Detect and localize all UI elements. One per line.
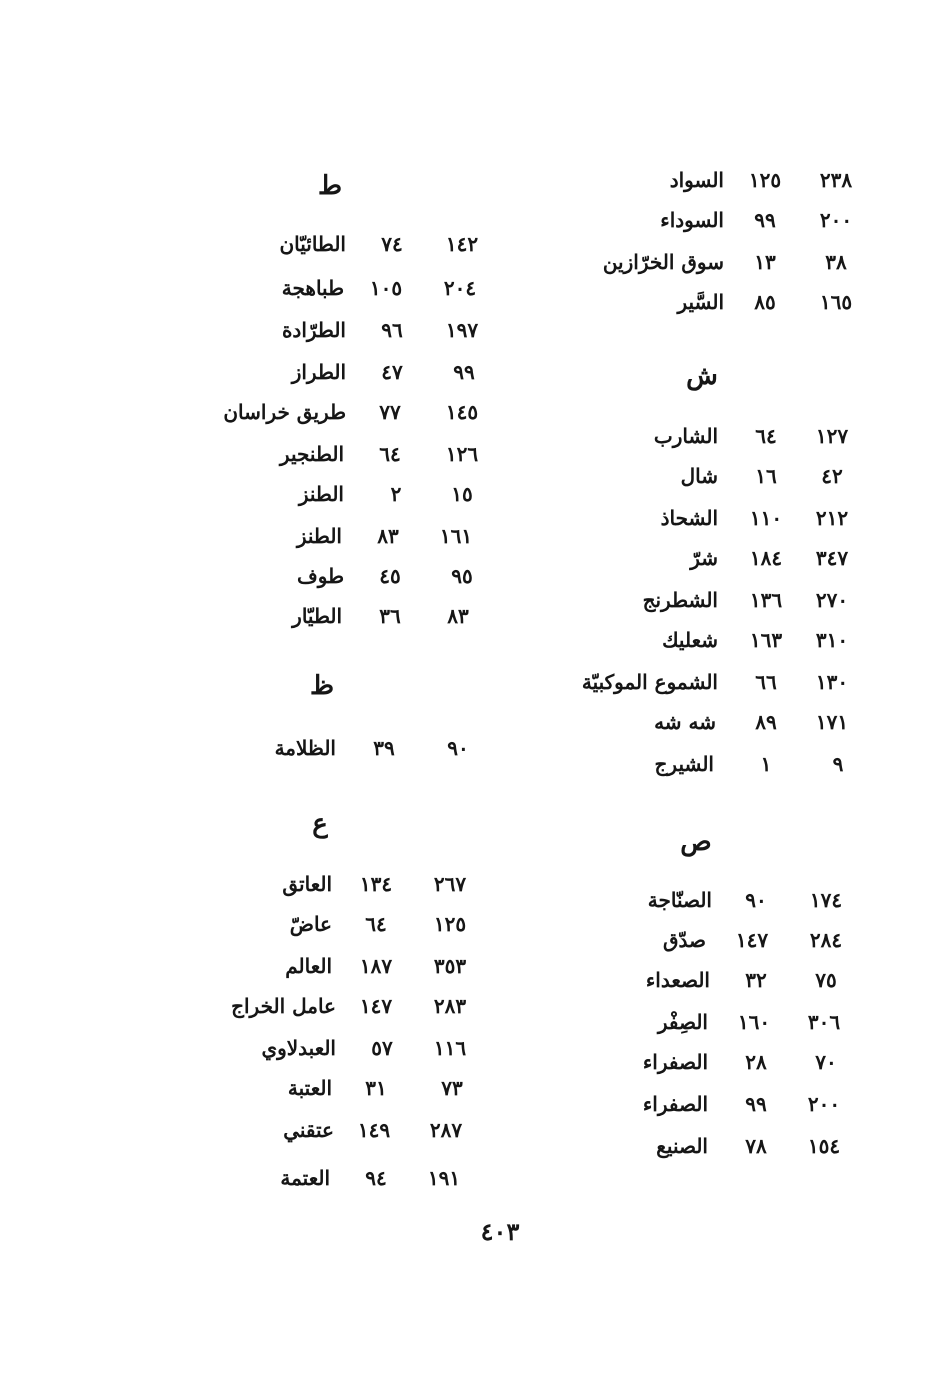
entry-term: الطنز bbox=[298, 482, 344, 506]
entry-ref-2: ٣١٠ bbox=[815, 628, 849, 652]
index-entry bbox=[200, 906, 500, 942]
entry-ref-1: ٥٧ bbox=[371, 1036, 393, 1060]
entry-term: الطيّار bbox=[292, 604, 342, 628]
entry-ref-1: ١١٠ bbox=[749, 506, 783, 530]
entry-term: السواد bbox=[669, 168, 724, 192]
entry-ref-2: ٤٢ bbox=[821, 464, 843, 488]
entry-ref-1: ٦٤ bbox=[365, 912, 387, 936]
index-entry bbox=[200, 558, 500, 594]
entry-ref-1: ٣٩ bbox=[373, 736, 395, 760]
entry-term: الشموع الموكبيّة bbox=[581, 670, 718, 694]
entry-term: السَّير bbox=[677, 290, 724, 314]
entry-ref-1: ٣١ bbox=[365, 1076, 387, 1100]
entry-term: الشطرنج bbox=[642, 588, 718, 612]
entry-ref-2: ١٣٠ bbox=[815, 670, 849, 694]
index-entry bbox=[200, 1070, 500, 1106]
entry-term: العالم bbox=[285, 954, 332, 978]
index-entry bbox=[560, 664, 880, 700]
entry-ref-1: ٧٤ bbox=[381, 232, 403, 256]
section-heading-sad: ص bbox=[680, 827, 712, 857]
section-heading-sheen: ش bbox=[686, 361, 718, 391]
entry-ref-2: ٢٧٠ bbox=[815, 588, 849, 612]
entry-ref-2: ٩٠ bbox=[447, 736, 469, 760]
entry-ref-1: ٧٧ bbox=[379, 400, 401, 424]
entry-term: الطائيّان bbox=[279, 232, 346, 256]
entry-ref-1: ١ bbox=[760, 752, 772, 776]
entry-term: العتمة bbox=[280, 1166, 330, 1190]
entry-ref-2: ٢٨٤ bbox=[809, 928, 843, 952]
entry-ref-1: ١٣٦ bbox=[749, 588, 783, 612]
entry-term: الطنجير bbox=[279, 442, 344, 466]
index-entry bbox=[560, 962, 880, 998]
entry-term: الصنيع bbox=[656, 1134, 708, 1158]
entry-ref-1: ١٢٥ bbox=[748, 168, 782, 192]
entry-term: الشارب bbox=[653, 424, 718, 448]
entry-ref-1: ١٦٣ bbox=[749, 628, 783, 652]
entry-ref-2: ٣٥٣ bbox=[433, 954, 467, 978]
index-entry bbox=[560, 162, 880, 198]
entry-ref-2: ١١٦ bbox=[433, 1036, 467, 1060]
index-entry bbox=[560, 1086, 880, 1122]
entry-ref-2: ٧٥ bbox=[815, 968, 837, 992]
entry-ref-2: ١٥٤ bbox=[807, 1134, 841, 1158]
entry-term: العبدلاوي bbox=[261, 1036, 336, 1060]
index-entry bbox=[560, 1128, 880, 1164]
entry-ref-2: ٢٨٣ bbox=[433, 994, 467, 1018]
index-entry bbox=[560, 458, 880, 494]
entry-ref-1: ٨٩ bbox=[755, 710, 777, 734]
index-entry bbox=[200, 866, 500, 902]
entry-ref-2: ٩٩ bbox=[453, 360, 475, 384]
entry-ref-1: ٢ bbox=[390, 482, 402, 506]
entry-term: السوداء bbox=[660, 208, 724, 232]
entry-ref-2: ١٦٥ bbox=[819, 290, 853, 314]
index-entry bbox=[200, 1160, 500, 1196]
section-heading-taa: ط bbox=[317, 171, 343, 201]
entry-ref-2: ١٦١ bbox=[439, 524, 473, 548]
entry-ref-2: ٢٦٧ bbox=[433, 872, 467, 896]
entry-ref-2: ١٤٥ bbox=[445, 400, 479, 424]
entry-term: الشيرج bbox=[654, 752, 714, 776]
index-entry bbox=[560, 540, 880, 576]
index-entry bbox=[200, 1112, 500, 1148]
index-entry bbox=[560, 418, 880, 454]
entry-term: العتبة bbox=[287, 1076, 332, 1100]
index-entry bbox=[560, 746, 880, 782]
entry-ref-2: ٢١٢ bbox=[815, 506, 849, 530]
entry-ref-2: ١٧١ bbox=[815, 710, 849, 734]
entry-ref-2: ١٢٧ bbox=[815, 424, 849, 448]
entry-ref-1: ١٤٩ bbox=[357, 1118, 391, 1142]
entry-ref-2: ١٧٤ bbox=[809, 888, 843, 912]
entry-ref-2: ٢٨٧ bbox=[429, 1118, 463, 1142]
entry-term: الطراز bbox=[291, 360, 346, 384]
entry-term: طوف bbox=[297, 564, 344, 588]
entry-ref-1: ٦٦ bbox=[755, 670, 777, 694]
entry-ref-1: ٩٦ bbox=[381, 318, 403, 342]
index-entry bbox=[200, 730, 500, 766]
entry-ref-1: ٩٤ bbox=[365, 1166, 387, 1190]
index-entry bbox=[200, 948, 500, 984]
index-entry bbox=[560, 1044, 880, 1080]
entry-ref-2: ١٥ bbox=[451, 482, 473, 506]
entry-ref-2: ٧٠ bbox=[815, 1050, 837, 1074]
entry-ref-1: ٩٩ bbox=[754, 208, 776, 232]
entry-term: الصنّاجة bbox=[647, 888, 712, 912]
entry-term: الصعداء bbox=[645, 968, 710, 992]
entry-ref-2: ١٩٧ bbox=[445, 318, 479, 342]
entry-ref-2: ٩٥ bbox=[451, 564, 473, 588]
entry-ref-1: ١٨٤ bbox=[749, 546, 783, 570]
entry-ref-2: ٢٠٠ bbox=[819, 208, 853, 232]
entry-term: الطنز bbox=[296, 524, 342, 548]
entry-ref-1: ٤٥ bbox=[379, 564, 401, 588]
entry-ref-2: ٨٣ bbox=[447, 604, 469, 628]
index-entry bbox=[200, 312, 500, 348]
index-entry bbox=[200, 518, 500, 554]
entry-ref-1: ٦٤ bbox=[379, 442, 401, 466]
index-entry bbox=[200, 598, 500, 634]
entry-ref-2: ١٤٢ bbox=[445, 232, 479, 256]
entry-ref-1: ٢٨ bbox=[745, 1050, 767, 1074]
entry-ref-1: ٨٣ bbox=[377, 524, 399, 548]
entry-term: عتقني bbox=[283, 1118, 334, 1142]
page-number: ٤٠٣ bbox=[480, 1217, 520, 1246]
index-entry bbox=[200, 394, 500, 430]
entry-term: طباهجة bbox=[281, 276, 344, 300]
index-entry bbox=[560, 1004, 880, 1040]
entry-ref-1: ٨٥ bbox=[754, 290, 776, 314]
entry-term: الصِفْر bbox=[657, 1010, 708, 1034]
index-entry bbox=[560, 622, 880, 658]
entry-ref-2: ١٩١ bbox=[427, 1166, 461, 1190]
entry-ref-2: ٢٣٨ bbox=[819, 168, 853, 192]
entry-term: صدّق bbox=[663, 928, 706, 952]
entry-ref-2: ٣٠٦ bbox=[807, 1010, 841, 1034]
entry-term: طريق خراسان bbox=[223, 400, 346, 424]
index-entry bbox=[560, 704, 880, 740]
entry-term: شال bbox=[680, 464, 718, 488]
index-entry bbox=[560, 500, 880, 536]
entry-term: الصفراء bbox=[642, 1092, 708, 1116]
entry-ref-1: ١٤٧ bbox=[735, 928, 769, 952]
index-entry bbox=[200, 988, 500, 1024]
index-entry bbox=[560, 582, 880, 618]
index-entry bbox=[560, 202, 880, 238]
entry-term: عامل الخراج bbox=[231, 994, 336, 1018]
entry-term: الشحاذ bbox=[660, 506, 718, 530]
entry-term: العاتق bbox=[282, 872, 332, 896]
entry-ref-1: ١٣ bbox=[754, 250, 776, 274]
entry-ref-2: ٣٤٧ bbox=[815, 546, 849, 570]
index-entry bbox=[200, 354, 500, 390]
entry-ref-2: ٢٠٤ bbox=[443, 276, 477, 300]
index-entry bbox=[200, 476, 500, 512]
entry-ref-2: ٣٨ bbox=[825, 250, 847, 274]
entry-ref-1: ٩٠ bbox=[745, 888, 767, 912]
entry-ref-1: ١٨٧ bbox=[359, 954, 393, 978]
entry-ref-2: ٧٣ bbox=[441, 1076, 463, 1100]
index-entry bbox=[560, 922, 880, 958]
index-entry bbox=[560, 882, 880, 918]
entry-term: سوق الخرّازين bbox=[602, 250, 724, 274]
entry-ref-1: ٣٢ bbox=[745, 968, 767, 992]
entry-ref-2: ١٢٥ bbox=[433, 912, 467, 936]
entry-ref-2: ٢٠٠ bbox=[807, 1092, 841, 1116]
entry-ref-2: ٩ bbox=[832, 752, 844, 776]
entry-term: شه شه bbox=[654, 710, 716, 734]
section-heading-zaa: ظ bbox=[309, 671, 335, 701]
index-entry bbox=[560, 244, 880, 280]
entry-ref-1: ٤٧ bbox=[381, 360, 403, 384]
entry-ref-1: ٩٩ bbox=[745, 1092, 767, 1116]
entry-ref-1: ١٠٥ bbox=[369, 276, 403, 300]
entry-ref-1: ٧٨ bbox=[745, 1134, 767, 1158]
entry-ref-1: ١٤٧ bbox=[359, 994, 393, 1018]
section-heading-ain: ع bbox=[312, 809, 328, 839]
entry-ref-2: ١٢٦ bbox=[445, 442, 479, 466]
index-entry bbox=[200, 226, 500, 262]
entry-term: عاضّ bbox=[289, 912, 332, 936]
index-entry bbox=[200, 436, 500, 472]
entry-term: شعليك bbox=[662, 628, 718, 652]
index-entry bbox=[200, 1030, 500, 1066]
entry-ref-1: ١٦٠ bbox=[737, 1010, 771, 1034]
entry-ref-1: ٦٤ bbox=[755, 424, 777, 448]
entry-ref-1: ٣٦ bbox=[379, 604, 401, 628]
index-entry bbox=[200, 270, 500, 306]
entry-term: الطرّادة bbox=[281, 318, 346, 342]
index-entry bbox=[560, 284, 880, 320]
entry-term: شرّ bbox=[690, 546, 718, 570]
entry-ref-1: ١٦ bbox=[755, 464, 777, 488]
entry-term: الصفراء bbox=[642, 1050, 708, 1074]
entry-term: الظلامة bbox=[274, 736, 336, 760]
entry-ref-1: ١٣٤ bbox=[359, 872, 393, 896]
